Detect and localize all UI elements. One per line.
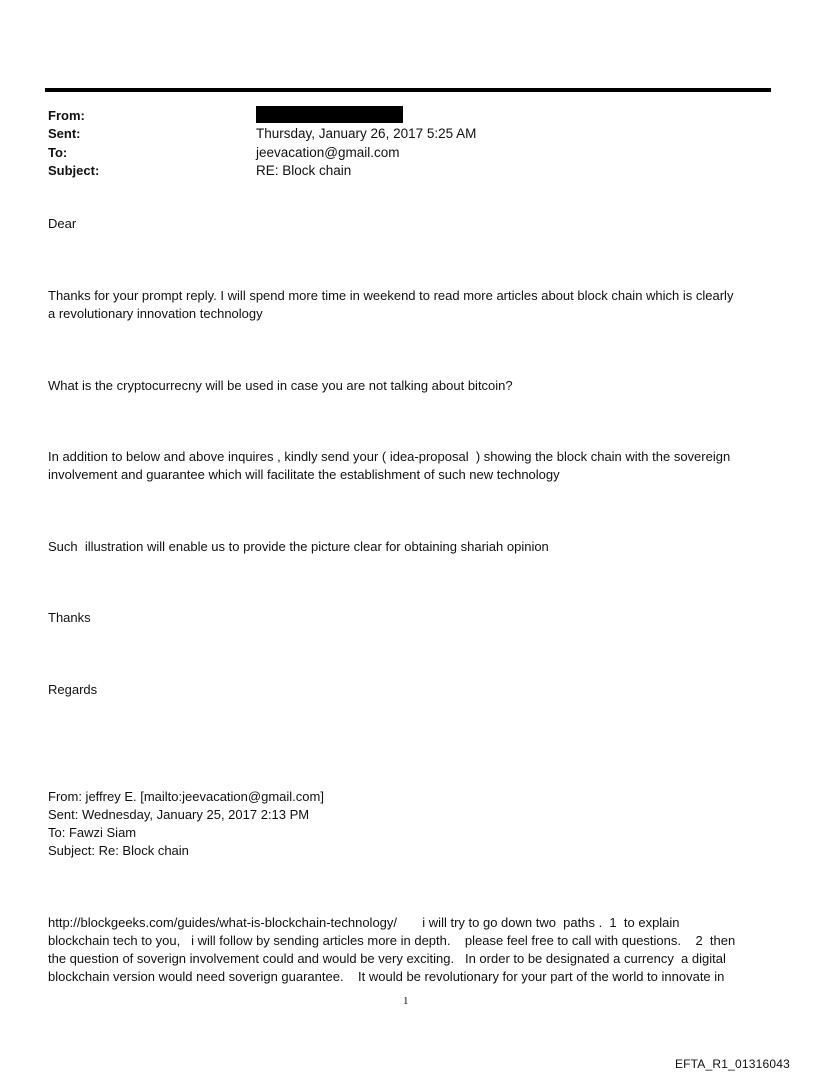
sent-value: Thursday, January 26, 2017 5:25 AM <box>256 126 477 141</box>
quoted-message-line-2: blockchain tech to you, i will follow by sending articles more in depth. please feel free to call with questions. 2 then <box>48 933 736 948</box>
body-paragraph-3-line-2: involvement and guarantee which will facilitate the establishment of such new technology <box>48 467 560 482</box>
subject-label: Subject: <box>48 163 100 178</box>
quoted-message-line-4: blockchain version would need soverign guarantee. It would be revolutionary for your part of the world to innovate in <box>48 969 725 984</box>
to-value: jeevacation@gmail.com <box>256 145 400 160</box>
from-label: From: <box>48 108 85 123</box>
body-paragraph-4: Such illustration will enable us to provide the picture clear for obtaining shariah opinion <box>48 539 549 554</box>
sent-label: Sent: <box>48 126 81 141</box>
body-paragraph-1-line-2: a revolutionary innovation technology <box>48 306 263 321</box>
subject-value: RE: Block chain <box>256 163 352 178</box>
quoted-message-line-3: the question of soverign involvement could and would be very exciting. In order to be designated a currency a digital <box>48 951 726 966</box>
body-paragraph-3-line-1: In addition to below and above inquires , kindly send your ( idea-proposal ) showing the block chain with the sovereign <box>48 449 731 464</box>
page-number: 1 <box>403 995 409 1007</box>
bates-number: EFTA_R1_01316043 <box>674 1057 790 1071</box>
body-paragraph-1-line-1: Thanks for your prompt reply. I will spend more time in weekend to read more articles about block chain which is clearly <box>48 288 734 303</box>
quoted-message-line-1: http://blockgeeks.com/guides/what-is-blockchain-technology/ i will try to go down two paths . 1 to explain <box>48 915 680 930</box>
regards-line: Regards <box>48 682 98 697</box>
quoted-sent-line: Sent: Wednesday, January 25, 2017 2:13 PM <box>48 807 310 822</box>
header-rule <box>45 88 771 92</box>
quoted-from-line: From: jeffrey E. [mailto:jeevacation@gmail.com] <box>48 789 324 804</box>
to-label: To: <box>48 145 68 160</box>
greeting: Dear <box>48 216 77 231</box>
quoted-to-line: To: Fawzi Siam <box>48 825 137 840</box>
redacted-sender <box>256 106 403 123</box>
body-paragraph-2: What is the cryptocurrecny will be used in case you are not talking about bitcoin? <box>48 378 513 393</box>
quoted-subject-line: Subject: Re: Block chain <box>48 843 189 858</box>
thanks-line: Thanks <box>48 610 91 625</box>
